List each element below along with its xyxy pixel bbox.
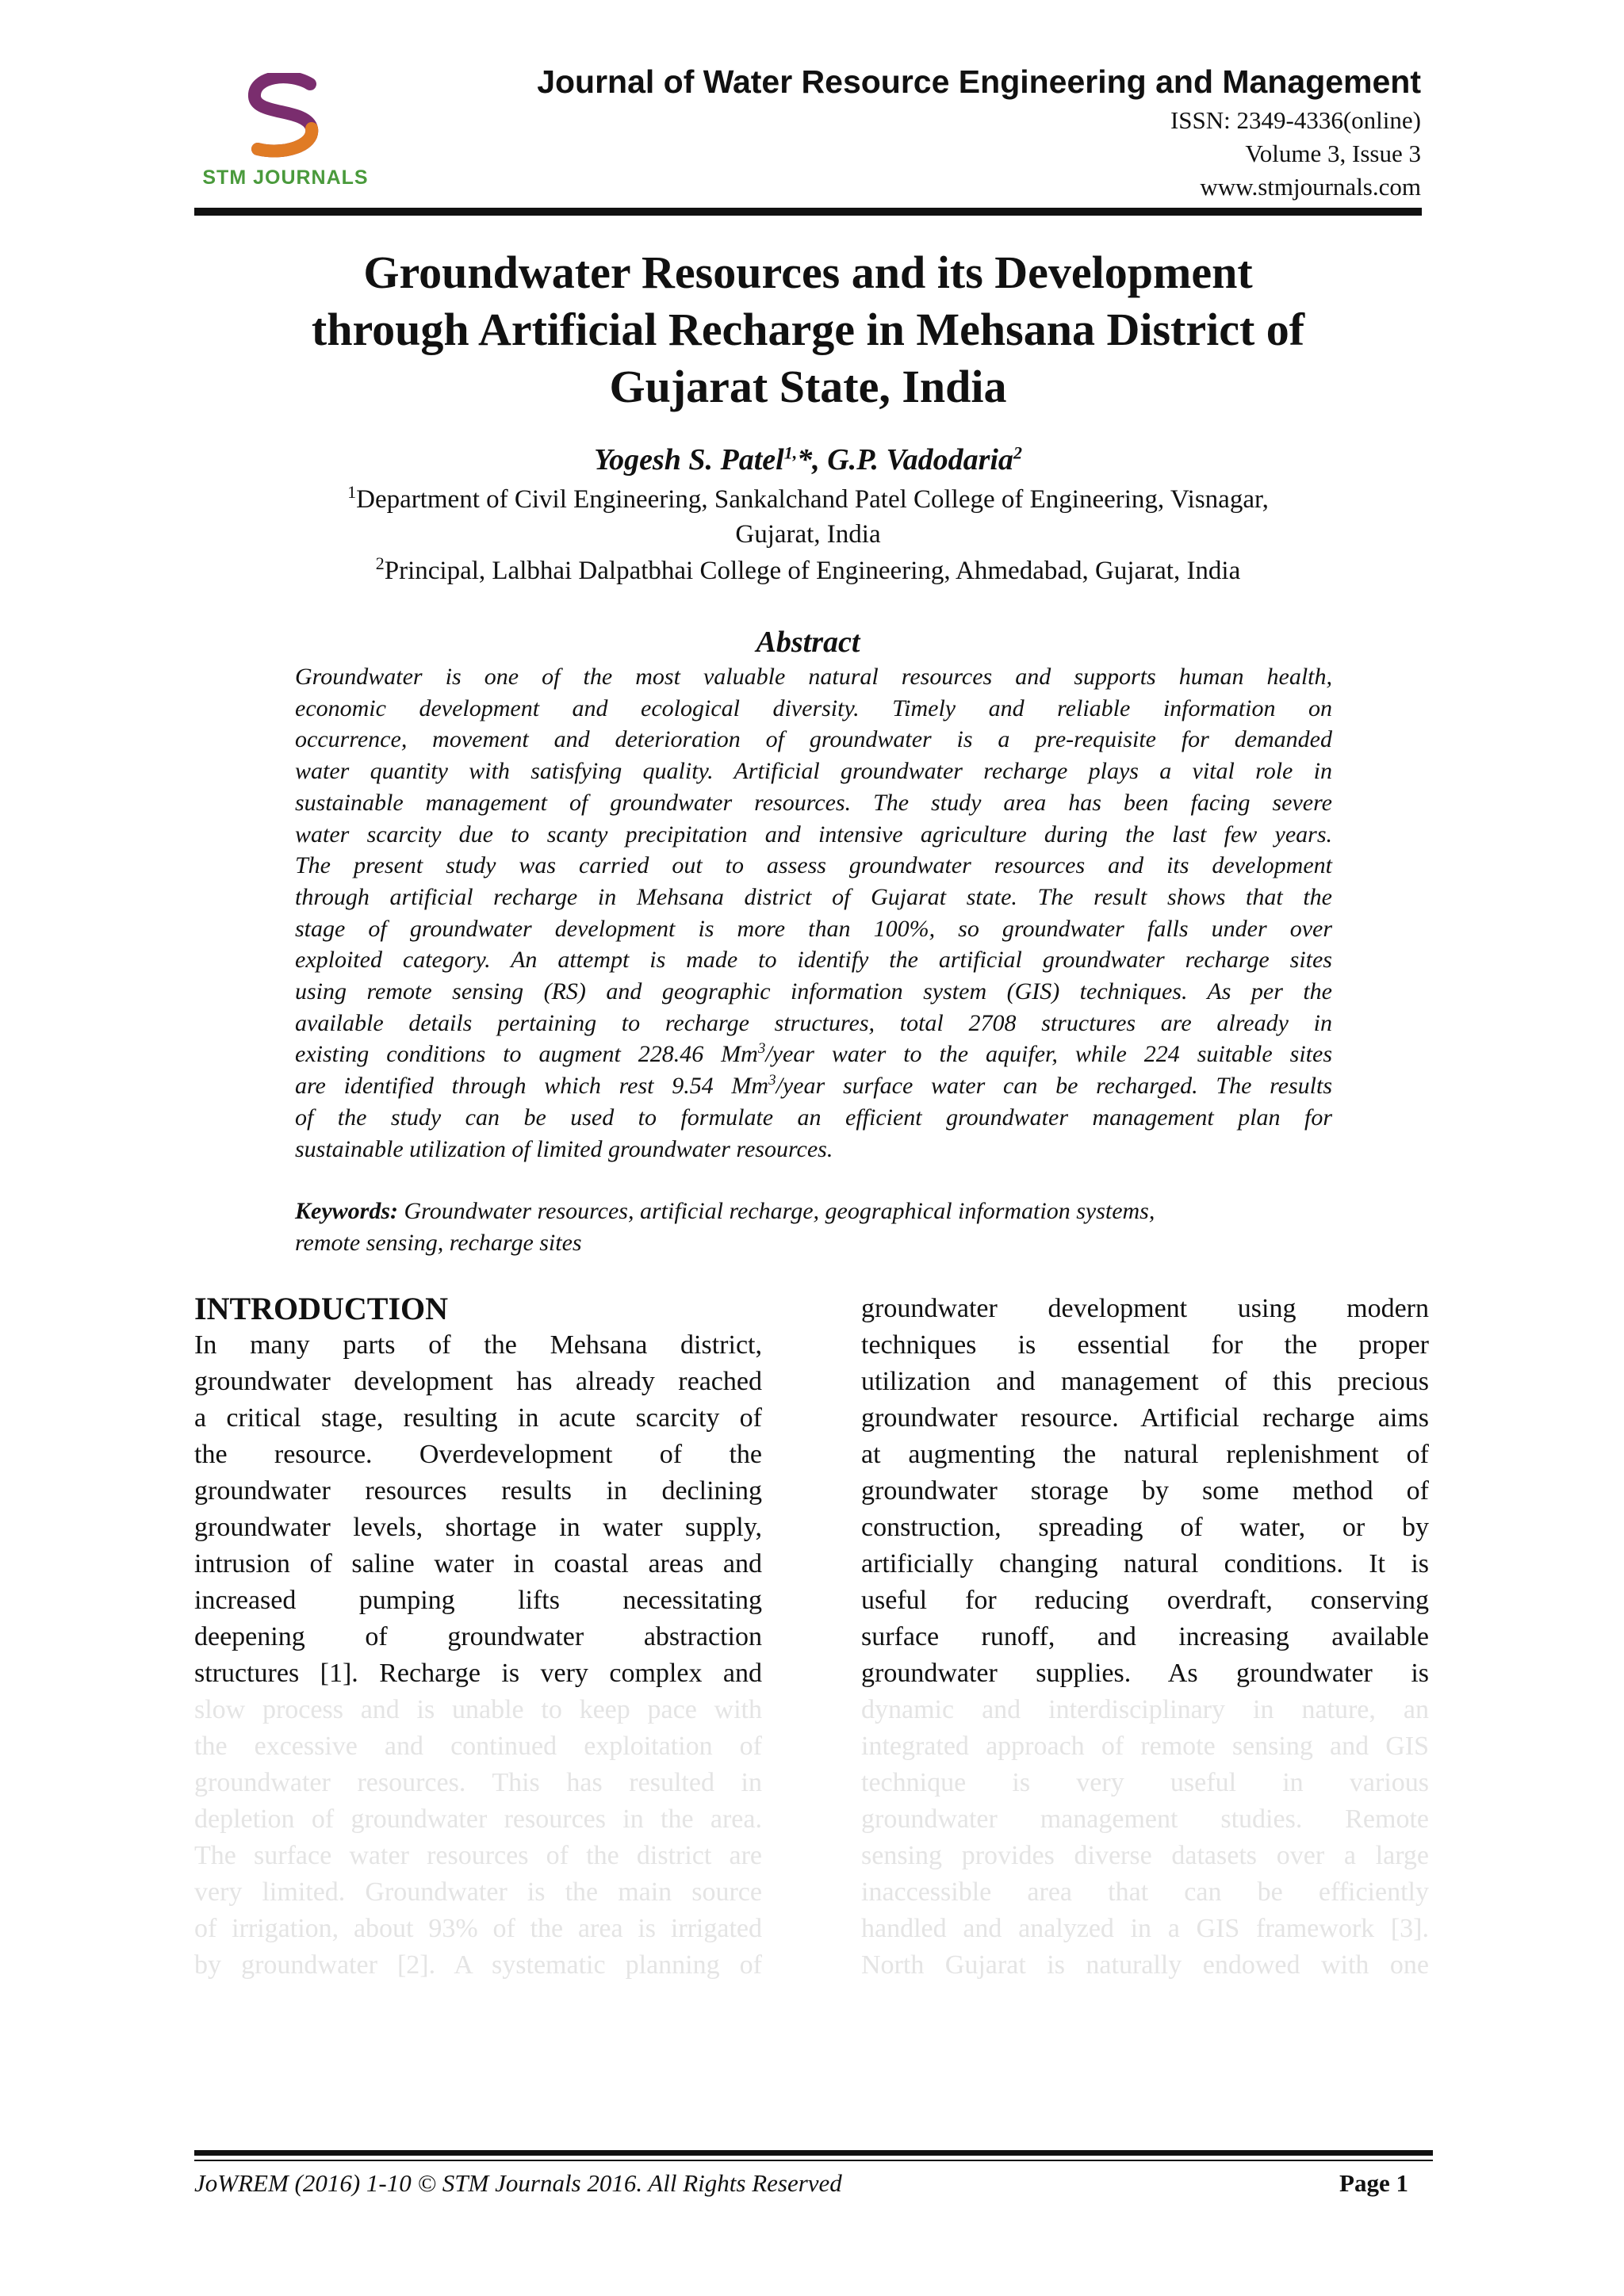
author-name: Yogesh S. Patel [594,443,784,476]
author-name: G.P. Vadodaria [827,443,1013,476]
abstract-line [295,1070,1332,1102]
faded-body-line: of irrigation, about 93% of the area is irrigated [194,1914,762,1943]
abstract-superscript: 3 [757,1040,766,1058]
journal-title: Journal of Water Resource Engineering and Management [537,63,1421,100]
stm-s-logo-icon [234,73,337,162]
abstract-line: using remote sensing (RS) and geographic information system (GIS) techniques. As per the [295,978,1332,1005]
title-line: Gujarat State, India [609,361,1007,412]
affiliation-text: Principal, Lalbhai Dalpatbhai College of Engineering, Ahmedabad, Gujarat, India [384,557,1241,585]
body-line: groundwater development using modern [861,1294,1429,1323]
faded-body-line: groundwater management studies. Remote [861,1804,1429,1834]
faded-body-line: dynamic and interdisciplinary in nature, an [861,1695,1429,1724]
abstract-line: available details pertaining to recharge structures, total 2708 structures are already in [295,1009,1332,1036]
author-superscript: 2 [1013,442,1022,463]
faded-body-line: slow process and is unable to keep pace with [194,1695,762,1724]
intro-left-column [194,1291,762,1984]
intro-right-column [861,1291,1429,1984]
body-line: increased pumping lifts necessitating [194,1586,762,1615]
abstract-line: sustainable utilization of limited groundwater resources. [295,1135,833,1162]
faded-body-line: handled and analyzed in a GIS framework [3]. [861,1914,1429,1943]
keywords-text: remote sensing, recharge sites [295,1230,582,1256]
body-line: useful for reducing overdraft, conserving [861,1586,1429,1615]
abstract-line: sustainable management of groundwater resources. The study area has been facing severe [295,789,1332,816]
body-line: deepening of groundwater abstraction [194,1622,762,1651]
faded-body-line: groundwater resources. This has resulted in [194,1768,762,1797]
keywords-label: Keywords: [295,1198,398,1224]
body-line: techniques is essential for the proper [861,1330,1429,1360]
faded-body-line: integrated approach of remote sensing and GIS [861,1732,1429,1761]
body-line: In many parts of the Mehsana district, [194,1330,762,1360]
faded-body-line: depletion of groundwater resources in the area. [194,1804,762,1834]
abstract-text: /year water to the aquifer, while 224 suitable sites [765,1041,1332,1068]
affiliation-1 [194,482,1422,552]
faded-body-line: the excessive and continued exploitation of [194,1732,762,1761]
body-line: the resource. Overdevelopment of the [194,1440,762,1469]
abstract-line: occurrence, movement and deterioration of groundwater is a pre-requisite for demanded [295,726,1332,753]
stm-journals-logo [194,73,377,200]
faded-body-line: by groundwater [2]. A systematic planning of [194,1950,762,1980]
affiliation-2 [194,553,1422,588]
faded-body-line: inaccessible area that can be efficiently [861,1877,1429,1907]
abstract-line: Groundwater is one of the most valuable natural resources and supports human health, [295,664,1332,690]
body-line: groundwater levels, shortage in water supply, [194,1513,762,1542]
abstract-line: through artificial recharge in Mehsana district of Gujarat state. The result shows that the [295,883,1332,910]
journal-website-link[interactable]: www.stmjournals.com [1200,173,1421,201]
affiliation-superscript: 1 [347,482,357,502]
abstract-body [295,661,1332,1165]
footer-citation: JoWREM (2016) 1-10 © STM Journals 2016. All Rights Reserved [194,2169,842,2197]
faded-body-line: sensing provides diverse datasets over a large [861,1841,1429,1870]
abstract-text: are identified through which rest 9.54 Mm [295,1073,769,1100]
footer-rule [194,2150,1433,2156]
body-line: groundwater resources results in declining [194,1476,762,1506]
body-line: artificially changing natural conditions. It is [861,1549,1429,1578]
abstract-line [295,1039,1332,1070]
issn: ISSN: 2349-4336(online) [1170,106,1421,134]
body-line: groundwater supplies. As groundwater is [861,1659,1429,1688]
faded-body-line: very limited. Groundwater is the main source [194,1877,762,1907]
authors [194,442,1422,477]
abstract-line: exploited category. An attempt is made to identify the artificial groundwater recharge sites [295,947,1332,974]
section-heading: INTRODUCTION [194,1291,449,1326]
title-line: through Artificial Recharge in Mehsana District of [311,304,1305,355]
body-line: surface runoff, and increasing available [861,1622,1429,1651]
abstract-superscript: 3 [768,1072,776,1089]
faded-body-line: North Gujarat is naturally endowed with one [861,1950,1429,1980]
abstract-line: water quantity with satisfying quality. Artificial groundwater recharge plays a vital role in [295,758,1332,785]
abstract-line: economic development and ecological diversity. Timely and reliable information on [295,695,1332,721]
abstract-text: existing conditions to augment 228.46 Mm [295,1041,758,1068]
paper-title [194,244,1422,415]
header-rule [194,208,1422,216]
faded-body-line: The surface water resources of the district are [194,1841,762,1870]
affiliation-text: Gujarat, India [735,520,881,549]
journal-header [537,63,1421,204]
abstract-text: /year surface water can be recharged. The results [776,1073,1333,1100]
body-line: utilization and management of this precious [861,1367,1429,1396]
keywords [295,1196,1332,1259]
author-superscript: 1, [783,442,798,463]
body-line: groundwater resource. Artificial recharge aims [861,1403,1429,1433]
volume-issue: Volume 3, Issue 3 [1245,140,1421,167]
title-line: Groundwater Resources and its Development [363,247,1253,298]
page-number: Page 1 [1339,2169,1408,2197]
body-line: groundwater storage by some method of [861,1476,1429,1506]
body-line: intrusion of saline water in coastal areas and [194,1549,762,1578]
body-line: at augmenting the natural replenishment of [861,1440,1429,1469]
abstract-line: of the study can be used to formulate an efficient groundwater management plan for [295,1104,1332,1131]
keywords-text: Groundwater resources, artificial recharge, geographical information systems, [404,1198,1155,1224]
body-line: a critical stage, resulting in acute scarcity of [194,1403,762,1433]
footer-rule-thin [194,2160,1433,2161]
body-line: construction, spreading of water, or by [861,1513,1429,1542]
body-line: groundwater development has already reached [194,1367,762,1396]
abstract-heading: Abstract [756,626,860,659]
corresponding-mark: *, [797,443,828,476]
abstract-line: The present study was carried out to assess groundwater resources and its development [295,852,1332,879]
logo-text: STM JOURNALS [202,166,369,189]
affiliation-superscript: 2 [375,553,385,573]
abstract-line: stage of groundwater development is more than 100%, so groundwater falls under over [295,915,1332,942]
affiliation-text: Department of Civil Engineering, Sankalchand Patel College of Engineering, Visnagar, [356,485,1269,514]
abstract-line: water scarcity due to scanty precipitation and intensive agriculture during the last few years. [295,821,1332,848]
body-line: structures [1]. Recharge is very complex and [194,1659,762,1688]
faded-body-line: technique is very useful in various [861,1768,1429,1797]
